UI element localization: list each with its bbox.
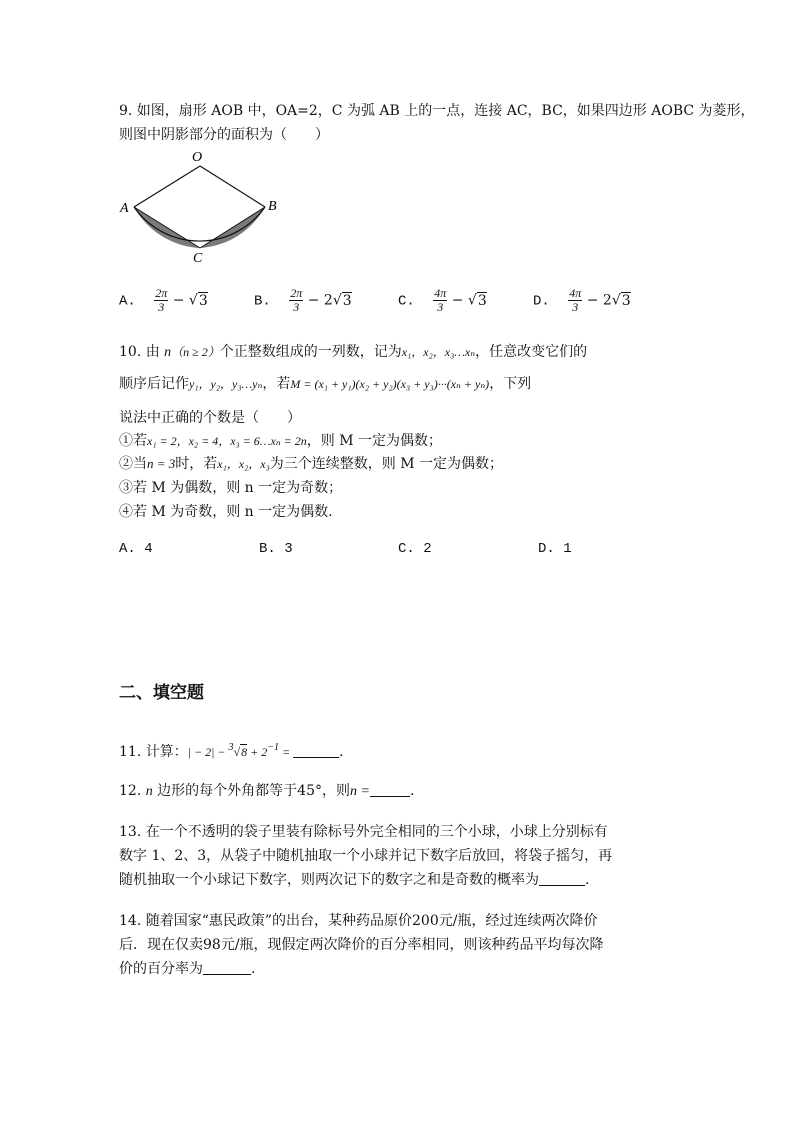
q13-line1: 13. 在一个不透明的袋子里装有除标号外完全相同的三个小球，小球上分别标有 — [119, 824, 608, 840]
q11-answer-blank[interactable] — [293, 743, 339, 758]
q9-option-d[interactable]: D. $\frac{4\pi}{3}$ − 2√3 — [533, 286, 631, 314]
q10-option-c[interactable]: C. 2 — [398, 541, 432, 557]
edge-oa — [134, 166, 200, 207]
q10-option-a[interactable]: A. 4 — [119, 541, 153, 557]
q10-option-b[interactable]: B. 3 — [259, 541, 293, 557]
q10-statement-3: ③若 M 为偶数，则 n 一定为奇数； — [119, 480, 343, 496]
q14-line2: 后．现在仅卖98元/瓶，现假定两次降价的百分率相同，则该种药品平均每次降 — [119, 937, 604, 953]
q13-line2: 数字 1、2、3，从袋子中随机抽取一个小球并记下数字后放回，将袋子摇匀，再 — [119, 848, 613, 864]
label-b: B — [268, 199, 277, 214]
label-o: O — [192, 150, 203, 165]
q9-option-a[interactable]: A. $\frac{2\pi}{3}$ − √3 — [119, 286, 208, 314]
q14-line3: 价的百分率为 . — [119, 961, 256, 977]
q9-sector-figure — [110, 144, 300, 266]
q10-statement-2: ②当n = 3时，若x₁，x₂，x₃为三个连续整数，则 M 一定为偶数； — [119, 456, 504, 472]
q10-line1: 10. 由 n（n ≥ 2）个正整数组成的一列数，记为x₁，x₂，x₃…xₙ，任意改变它们的 — [119, 344, 588, 360]
edge-bc — [200, 207, 265, 248]
q14-answer-blank[interactable] — [203, 960, 251, 975]
q10-statement-4: ④若 M 为奇数，则 n 一定为偶数. — [119, 504, 333, 520]
q9-line2: 则图中阴影部分的面积为（ ） — [119, 127, 329, 143]
q12-line: 12. n 边形的每个外角都等于45°，则n = . — [119, 783, 415, 799]
label-c: C — [193, 251, 203, 266]
q10-line3: 说法中正确的个数是（ ） — [119, 410, 301, 426]
q9-line1: 9. 如图，扇形 AOB 中，OA=2，C 为弧 AB 上的一点，连接 AC，BC，如果四边形 AOBC 为菱形， — [119, 103, 755, 119]
q11-line: 11. 计算：| − $2| - ^3√8 + 2^{-1}$ = . — [119, 742, 344, 760]
q10-statement-1: ①若x₁ = 2，x₂ = 4，x₃ = 6…xₙ = 2n，则 M 一定为偶数； — [119, 433, 442, 449]
q10-line2: 顺序后记作y₁，y₂，y₃…yₙ，若M = (x₁ + y₁)(x₂ + y₂)(x₃ + y₃)···(xₙ + yₙ)，下列 — [119, 376, 532, 392]
q10-option-d[interactable]: D. 1 — [538, 541, 572, 557]
q12-answer-blank[interactable] — [370, 782, 410, 797]
edge-ob — [200, 166, 265, 207]
section-title-fill-blank: 二、填空题 — [119, 683, 204, 703]
q9-option-c[interactable]: C. $\frac{4\pi}{3}$ − √3 — [398, 286, 487, 314]
q14-line1: 14. 随着国家“惠民政策”的出台，某种药品原价200元/瓶，经过连续两次降价 — [119, 913, 598, 929]
q13-line3: 随机抽取一个小球记下数字，则两次记下的数字之和是奇数的概率为 . — [119, 872, 590, 888]
q9-option-b[interactable]: B. $\frac{2\pi}{3}$ − 2√3 — [254, 286, 352, 314]
q13-answer-blank[interactable] — [539, 871, 585, 886]
edge-ac — [134, 207, 200, 248]
label-a: A — [120, 201, 129, 216]
